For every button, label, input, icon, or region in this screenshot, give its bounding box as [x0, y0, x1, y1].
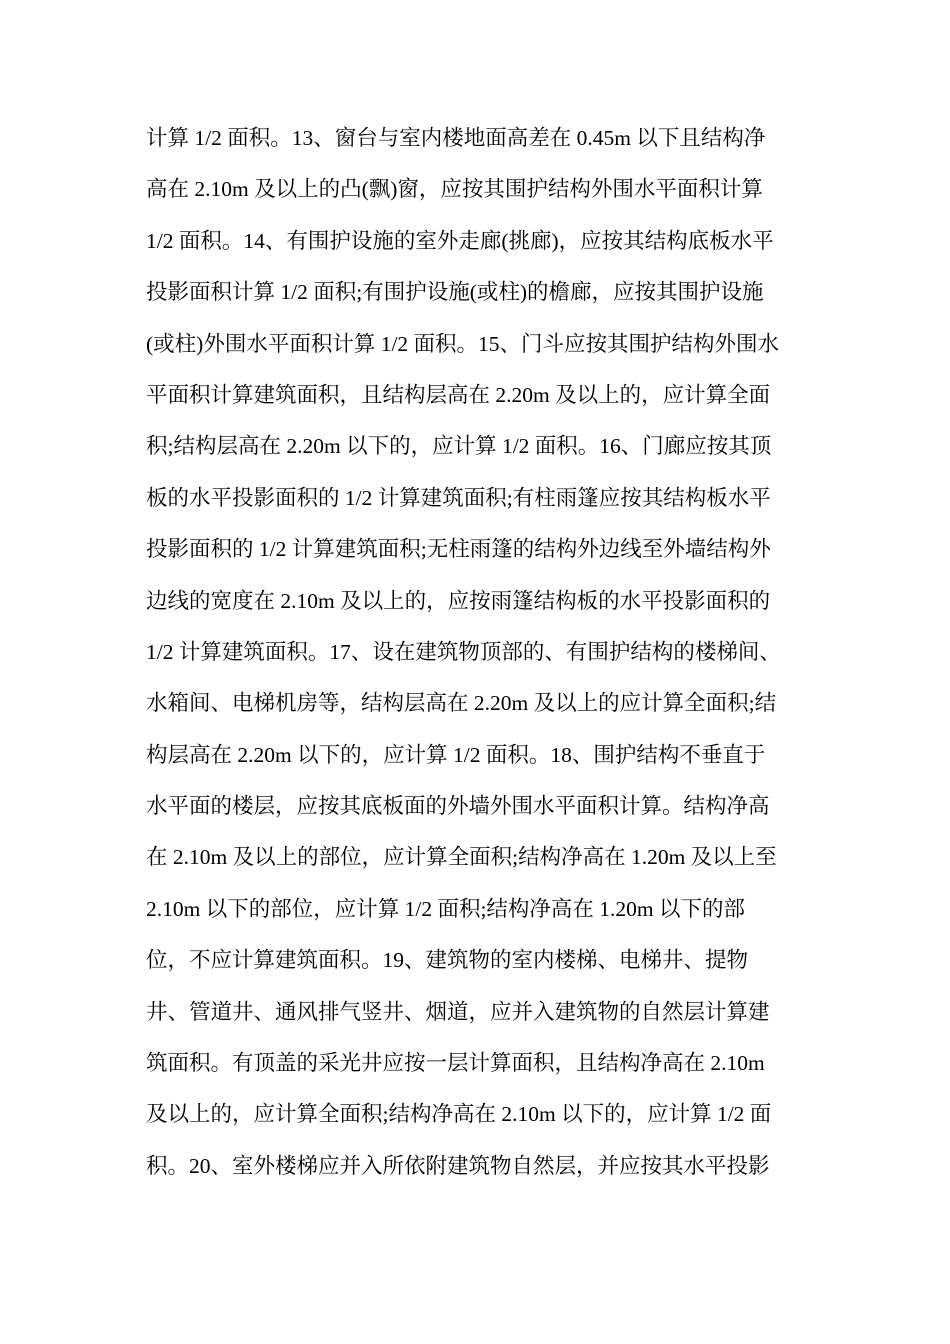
text-line: 高在 2.10m 及以上的凸(飘)窗，应按其围护结构外围水平面积计算 [146, 177, 763, 202]
text-line: 水箱间、电梯机房等，结构层高在 2.20m 及以上的应计算全面积;结 [146, 691, 777, 716]
text-line: 边线的宽度在 2.10m 及以上的，应按雨篷结构板的水平投影面积的 [146, 588, 771, 613]
text-line: 水平面的楼层，应按其底板面的外墙外围水平面积计算。结构净高 [146, 794, 770, 819]
text-line: 及以上的，应计算全面积;结构净高在 2.10m 以下的，应计算 1/2 面 [146, 1102, 772, 1127]
text-line: 投影面积计算 1/2 面积;有围护设施(或柱)的檐廊，应按其围护设施 [146, 280, 764, 305]
text-line: 在 2.10m 及以上的部位，应计算全面积;结构净高在 1.20m 及以上至 [146, 845, 777, 870]
text-line: 2.10m 以下的部位，应计算 1/2 面积;结构净高在 1.20m 以下的部 [146, 896, 746, 921]
text-line: 1/2 面积。14、有围护设施的室外走廊(挑廊)，应按其结构底板水平 [146, 228, 774, 253]
text-line: 计算 1/2 面积。13、窗台与室内楼地面高差在 0.45m 以下且结构净 [146, 126, 766, 150]
text-line: 井、管道井、通风排气竖井、烟道，应并入建筑物的自然层计算建 [146, 999, 770, 1024]
text-line: 构层高在 2.20m 以下的，应计算 1/2 面积。18、围护结构不垂直于 [146, 742, 766, 767]
text-line: 位，不应计算建筑面积。19、建筑物的室内楼梯、电梯井、提物 [146, 948, 749, 973]
text-line: 投影面积的 1/2 计算建筑面积;无柱雨篷的结构外边线至外墙结构外 [146, 537, 771, 562]
text-line: 筑面积。有顶盖的采光井应按一层计算面积，且结构净高在 2.10m [146, 1051, 765, 1076]
text-line: 1/2 计算建筑面积。17、设在建筑物顶部的、有围护结构的楼梯间、 [146, 639, 781, 664]
text-line: 积。20、室外楼梯应并入所依附建筑物自然层，并应按其水平投影 [146, 1153, 770, 1178]
text-line: 积;结构层高在 2.20m 以下的，应计算 1/2 面积。16、门廊应按其顶 [146, 434, 772, 459]
body-paragraph [146, 118, 826, 1197]
text-line: (或柱)外围水平面积计算 1/2 面积。15、门斗应按其围护结构外围水 [146, 331, 780, 356]
text-line: 板的水平投影面积的 1/2 计算建筑面积;有柱雨篷应按其结构板水平 [146, 485, 771, 510]
text-line: 平面积计算建筑面积，且结构层高在 2.20m 及以上的，应计算全面 [146, 382, 771, 407]
